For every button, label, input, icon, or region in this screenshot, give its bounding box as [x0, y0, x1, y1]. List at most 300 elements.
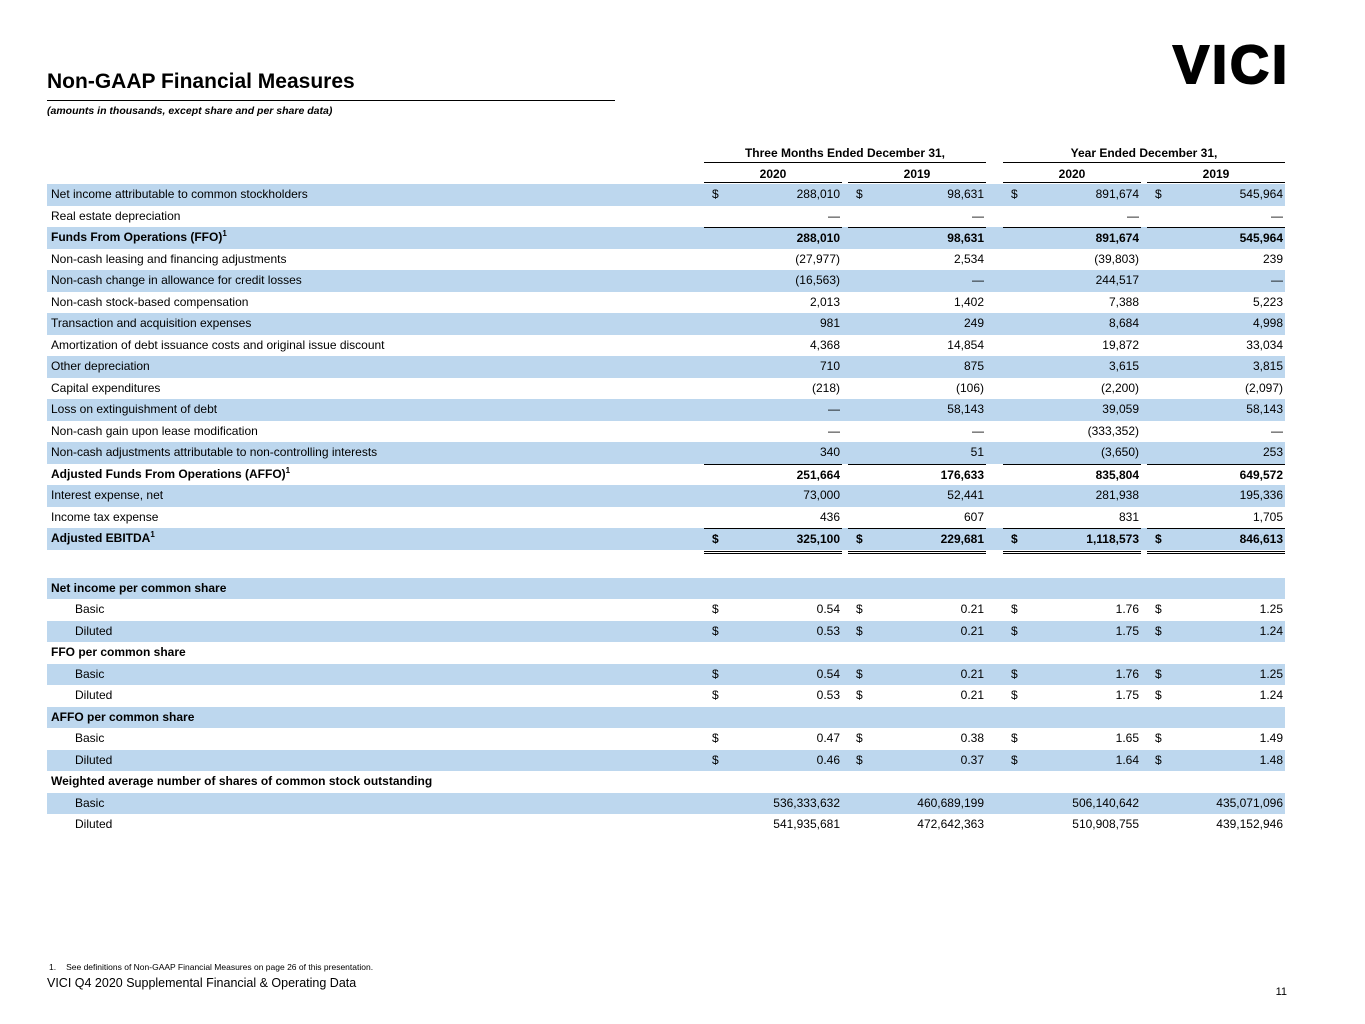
- value-cell: [704, 707, 842, 729]
- column-group: [1003, 167, 1285, 183]
- cell-value: 39,059: [1102, 402, 1139, 416]
- column-group: [704, 707, 986, 729]
- column-group: [1003, 421, 1285, 443]
- table-row: [47, 313, 1285, 335]
- table-row: [47, 206, 1285, 228]
- cell-value: 835,804: [1095, 467, 1139, 482]
- value-cell: [848, 356, 986, 378]
- value-cell: [704, 507, 842, 529]
- value-cell: [1003, 356, 1141, 378]
- value-cell: [704, 464, 842, 487]
- cell-value: —: [1271, 208, 1283, 223]
- header-spacer: [47, 146, 687, 163]
- row-label: FFO per common share: [51, 645, 186, 659]
- value-cell: [848, 507, 986, 529]
- column-group: [704, 184, 986, 206]
- footnote-ref: 1: [222, 229, 227, 238]
- row-label: Non-cash gain upon lease modification: [51, 423, 258, 438]
- cell-value: 1.48: [1259, 752, 1283, 767]
- year-header: 2019: [1147, 167, 1285, 183]
- value-cell: [704, 442, 842, 464]
- value-cell: [1147, 685, 1285, 707]
- table-row: [47, 728, 1285, 750]
- cell-value: 0.54: [816, 666, 840, 681]
- cell-value: 1,118,573: [1086, 532, 1139, 546]
- value-cell: [848, 270, 986, 292]
- footnote-marker: 1.: [49, 962, 57, 972]
- row-label: Other depreciation: [51, 359, 150, 373]
- value-cell: [1147, 270, 1285, 292]
- column-group: [704, 356, 986, 378]
- value-cell: [848, 335, 986, 357]
- row-label: Capital expenditures: [51, 380, 161, 395]
- cell-value: 460,689,199: [917, 795, 984, 810]
- dollar-sign: $: [1011, 752, 1018, 767]
- value-cell: [1003, 421, 1141, 443]
- column-group: [1003, 270, 1285, 292]
- cell-value: 1.76: [1115, 666, 1139, 681]
- cell-value: 0.54: [816, 602, 840, 616]
- row-label: Adjusted Funds From Operations (AFFO)$^1$: [51, 465, 291, 481]
- cell-value: 51: [970, 445, 984, 459]
- cell-value: 19,872: [1102, 337, 1139, 352]
- row-label: Income tax expense: [51, 509, 159, 524]
- cell-value: 846,613: [1239, 532, 1283, 546]
- cell-value: 325,100: [796, 532, 840, 546]
- value-cell: [848, 249, 986, 271]
- value-cell: [848, 599, 986, 621]
- value-cell: [1147, 599, 1285, 621]
- column-group: [1003, 707, 1285, 729]
- dollar-sign: $: [712, 532, 719, 546]
- dollar-sign: $: [1155, 731, 1162, 745]
- column-group: [1003, 685, 1285, 707]
- table-row: [47, 464, 1285, 486]
- column-group: [1003, 227, 1285, 250]
- cell-value: 0.21: [960, 602, 984, 616]
- cell-value: 649,572: [1239, 467, 1283, 482]
- column-group: [704, 664, 986, 686]
- row-label: Basic: [75, 795, 105, 810]
- column-group: [704, 750, 986, 772]
- cell-value: 5,223: [1252, 294, 1283, 309]
- dollar-sign: $: [1011, 623, 1018, 638]
- dollar-sign: $: [712, 187, 719, 201]
- value-cell: [1147, 399, 1285, 421]
- cell-value: —: [828, 208, 840, 223]
- table-row: [47, 292, 1285, 314]
- column-group: [1003, 642, 1285, 664]
- dollar-sign: $: [856, 666, 863, 681]
- cell-value: 249: [963, 316, 984, 330]
- cell-value: 281,938: [1095, 488, 1139, 502]
- value-cell: [704, 685, 842, 707]
- value-cell: [1147, 184, 1285, 206]
- column-group: [704, 485, 986, 507]
- value-cell: [1003, 528, 1141, 554]
- value-cell: [848, 685, 986, 707]
- value-cell: [704, 814, 842, 836]
- value-cell: [704, 642, 842, 664]
- column-group: [704, 442, 986, 464]
- cell-value: —: [972, 273, 984, 287]
- cell-value: 0.21: [960, 688, 984, 702]
- table-row: [47, 528, 1285, 550]
- cell-value: 14,854: [947, 337, 984, 352]
- column-group: [1003, 464, 1285, 487]
- value-cell: [1147, 442, 1285, 464]
- column-group: [1003, 335, 1285, 357]
- column-group: [704, 814, 986, 836]
- cell-value: 1.24: [1259, 688, 1283, 702]
- value-cell: [848, 728, 986, 750]
- column-group: [1003, 184, 1285, 206]
- value-cell: [1003, 599, 1141, 621]
- cell-value: 545,964: [1239, 231, 1283, 245]
- value-cell: [1003, 184, 1141, 206]
- table-row: [47, 399, 1285, 421]
- column-group: [704, 378, 986, 400]
- dollar-sign: $: [856, 187, 863, 201]
- cell-value: 981: [819, 316, 840, 330]
- cell-value: 607: [963, 509, 984, 524]
- value-cell: [1147, 249, 1285, 271]
- cell-value: —: [1127, 208, 1139, 223]
- cell-value: 251,664: [796, 467, 840, 482]
- value-cell: [1147, 206, 1285, 228]
- cell-value: (2,097): [1244, 380, 1283, 395]
- cell-value: 0.47: [816, 731, 840, 745]
- value-cell: [848, 771, 986, 793]
- cell-value: 3,615: [1108, 359, 1139, 373]
- dollar-sign: $: [1011, 602, 1018, 616]
- value-cell: [848, 814, 986, 836]
- dollar-sign: $: [856, 602, 863, 616]
- cell-value: 7,388: [1108, 294, 1139, 309]
- row-label: Net income attributable to common stockholders: [51, 187, 308, 201]
- cell-value: 4,998: [1252, 316, 1283, 330]
- value-cell: [848, 528, 986, 554]
- cell-value: 891,674: [1095, 231, 1139, 245]
- row-label: Non-cash adjustments attributable to non-controlling interests: [51, 445, 378, 459]
- cell-value: 253: [1262, 445, 1283, 459]
- value-cell: [1003, 750, 1141, 772]
- cell-value: 244,517: [1095, 273, 1139, 287]
- value-cell: [848, 750, 986, 772]
- row-label: Non-cash leasing and financing adjustments: [51, 251, 287, 266]
- row-label: Net income per common share: [51, 580, 227, 595]
- value-cell: [1003, 578, 1141, 600]
- value-cell: [1147, 750, 1285, 772]
- dollar-sign: $: [1011, 666, 1018, 681]
- cell-value: 288,010: [796, 231, 840, 245]
- page-title: Non-GAAP Financial Measures: [47, 70, 615, 101]
- column-group: [1003, 249, 1285, 271]
- table-row: [47, 378, 1285, 400]
- value-cell: [704, 485, 842, 507]
- cell-value: —: [972, 208, 984, 223]
- cell-value: 831: [1118, 509, 1139, 524]
- cell-value: 472,642,363: [917, 817, 984, 831]
- dollar-sign: $: [856, 752, 863, 767]
- cell-value: 891,674: [1095, 187, 1139, 201]
- cell-value: 1.25: [1259, 602, 1283, 616]
- row-label: Real estate depreciation: [51, 208, 181, 223]
- row-label: Diluted: [75, 623, 113, 638]
- value-cell: [848, 184, 986, 206]
- column-group: [1003, 292, 1285, 314]
- dollar-sign: $: [712, 666, 719, 681]
- table-row: [47, 227, 1285, 249]
- column-group: [1003, 814, 1285, 836]
- value-cell: [704, 184, 842, 206]
- row-label: Basic: [75, 666, 105, 681]
- col-group-header-three-months: Three Months Ended December 31,: [704, 146, 986, 163]
- value-cell: [848, 421, 986, 443]
- column-group: [1003, 313, 1285, 335]
- value-cell: [848, 621, 986, 643]
- value-cell: [1003, 464, 1141, 487]
- row-label: Diluted: [75, 752, 113, 767]
- cell-value: 510,908,755: [1072, 817, 1139, 831]
- column-group: [1003, 599, 1285, 621]
- dollar-sign: $: [1155, 688, 1162, 702]
- cell-value: 710: [819, 359, 840, 373]
- value-cell: [1147, 313, 1285, 335]
- dollar-sign: $: [1155, 752, 1162, 767]
- value-cell: [1003, 621, 1141, 643]
- dollar-sign: $: [1155, 666, 1162, 681]
- value-cell: [1003, 399, 1141, 421]
- column-group: [1003, 356, 1285, 378]
- cell-value: 340: [819, 445, 840, 459]
- value-cell: [1147, 485, 1285, 507]
- cell-value: 435,071,096: [1216, 795, 1283, 810]
- column-group: [704, 399, 986, 421]
- column-group: [704, 313, 986, 335]
- column-group: [704, 335, 986, 357]
- dollar-sign: $: [1155, 602, 1162, 616]
- column-group: [704, 793, 986, 815]
- value-cell: [1147, 464, 1285, 487]
- column-group: [704, 528, 986, 554]
- cell-value: —: [1271, 273, 1283, 287]
- cell-value: 0.46: [816, 752, 840, 767]
- value-cell: [704, 378, 842, 400]
- dollar-sign: $: [856, 623, 863, 638]
- value-cell: [1003, 227, 1141, 250]
- value-cell: [848, 227, 986, 250]
- footnote-ref: 1: [150, 530, 155, 539]
- column-group: [704, 249, 986, 271]
- cell-value: 195,336: [1239, 488, 1283, 502]
- column-group: [1003, 485, 1285, 507]
- cell-value: (3,650): [1100, 445, 1139, 459]
- column-group: [704, 621, 986, 643]
- value-cell: [848, 793, 986, 815]
- value-cell: [1003, 335, 1141, 357]
- cell-value: (16,563): [795, 273, 840, 287]
- cell-value: 288,010: [796, 187, 840, 201]
- cell-value: 439,152,946: [1216, 817, 1283, 831]
- column-group: [704, 685, 986, 707]
- cell-value: 0.21: [960, 666, 984, 681]
- value-cell: [1003, 292, 1141, 314]
- cell-value: 58,143: [1246, 402, 1283, 416]
- table-spacer: [47, 550, 1285, 578]
- value-cell: [1003, 707, 1141, 729]
- dollar-sign: $: [712, 602, 719, 616]
- row-label: Loss on extinguishment of debt: [51, 402, 218, 416]
- row-label: Basic: [75, 731, 105, 745]
- cell-value: 0.37: [960, 752, 984, 767]
- value-cell: [704, 750, 842, 772]
- value-cell: [1147, 771, 1285, 793]
- title-block: [47, 70, 615, 117]
- column-group: [1003, 750, 1285, 772]
- cell-value: 875: [963, 359, 984, 373]
- value-cell: [704, 793, 842, 815]
- cell-value: 1.65: [1115, 731, 1139, 745]
- column-group: [704, 599, 986, 621]
- value-cell: [1147, 421, 1285, 443]
- dollar-sign: $: [712, 688, 719, 702]
- value-cell: [848, 464, 986, 487]
- cell-value: 1.49: [1259, 731, 1283, 745]
- dollar-sign: $: [1011, 532, 1018, 546]
- column-group: [1003, 728, 1285, 750]
- row-label: Adjusted EBITDA$^1$: [51, 530, 155, 545]
- column-group: [1003, 399, 1285, 421]
- value-cell: [704, 313, 842, 335]
- page-number: 11: [1275, 986, 1287, 998]
- cell-value: 98,631: [947, 187, 984, 201]
- cell-value: (218): [811, 380, 840, 395]
- column-group: [704, 421, 986, 443]
- value-cell: [704, 356, 842, 378]
- value-cell: [704, 528, 842, 554]
- value-cell: [1147, 356, 1285, 378]
- table-header-years: [47, 167, 1285, 183]
- value-cell: [1003, 664, 1141, 686]
- row-label: Diluted: [75, 688, 113, 702]
- table-row: [47, 814, 1285, 836]
- section-header-row: [47, 707, 1285, 729]
- dollar-sign: $: [856, 532, 863, 546]
- value-cell: [848, 313, 986, 335]
- value-cell: [1003, 313, 1141, 335]
- column-group: [704, 642, 986, 664]
- value-cell: [1147, 621, 1285, 643]
- column-group: [1003, 771, 1285, 793]
- cell-value: 536,333,632: [773, 795, 840, 810]
- row-label: Interest expense, net: [51, 488, 164, 502]
- cell-value: 1.75: [1115, 623, 1139, 638]
- cell-value: 58,143: [947, 402, 984, 416]
- table-row: [47, 270, 1285, 292]
- dollar-sign: $: [1011, 731, 1018, 745]
- cell-value: 541,935,681: [773, 817, 840, 831]
- dollar-sign: $: [856, 731, 863, 745]
- cell-value: 2,013: [809, 294, 840, 309]
- table-row: [47, 421, 1285, 443]
- cell-value: 0.38: [960, 731, 984, 745]
- value-cell: [1147, 664, 1285, 686]
- row-label: Basic: [75, 602, 105, 616]
- value-cell: [704, 664, 842, 686]
- value-cell: [704, 335, 842, 357]
- cell-value: 1.75: [1115, 688, 1139, 702]
- page-subtitle: (amounts in thousands, except share and per share data): [47, 105, 333, 117]
- column-group: [704, 507, 986, 529]
- cell-value: 4,368: [809, 337, 840, 352]
- table-row: [47, 793, 1285, 815]
- value-cell: [1003, 728, 1141, 750]
- cell-value: (27,977): [795, 251, 840, 266]
- cell-value: 1.24: [1259, 623, 1283, 638]
- table-row: [47, 356, 1285, 378]
- header-spacer: [47, 167, 687, 183]
- table-row: [47, 685, 1285, 707]
- row-label: Funds From Operations (FFO)$^1$: [51, 229, 227, 244]
- value-cell: [1003, 249, 1141, 271]
- cell-value: 33,034: [1246, 337, 1283, 352]
- column-group: [1003, 442, 1285, 464]
- value-cell: [1147, 507, 1285, 529]
- column-group: [1003, 378, 1285, 400]
- value-cell: [1003, 378, 1141, 400]
- row-label: Amortization of debt issuance costs and original issue discount: [51, 337, 385, 352]
- cell-value: 73,000: [803, 488, 840, 502]
- value-cell: [1003, 771, 1141, 793]
- value-cell: [1003, 270, 1141, 292]
- year-header: 2020: [704, 167, 842, 183]
- value-cell: [1147, 642, 1285, 664]
- cell-value: 1,705: [1252, 509, 1283, 524]
- cell-value: (106): [955, 380, 984, 395]
- value-cell: [848, 707, 986, 729]
- table-row: [47, 335, 1285, 357]
- column-group: [704, 292, 986, 314]
- cell-value: 0.53: [816, 623, 840, 638]
- value-cell: [704, 399, 842, 421]
- value-cell: [1003, 814, 1141, 836]
- row-label: Non-cash stock-based compensation: [51, 294, 249, 309]
- value-cell: [704, 578, 842, 600]
- value-cell: [1003, 485, 1141, 507]
- dollar-sign: $: [712, 623, 719, 638]
- column-group: [1003, 664, 1285, 686]
- value-cell: [704, 292, 842, 314]
- dollar-sign: $: [1011, 187, 1018, 201]
- value-cell: [704, 249, 842, 271]
- value-cell: [704, 421, 842, 443]
- value-cell: [1003, 206, 1141, 228]
- cell-value: 8,684: [1108, 316, 1139, 330]
- table-row: [47, 664, 1285, 686]
- cell-value: 1.76: [1115, 602, 1139, 616]
- cell-value: 545,964: [1239, 187, 1283, 201]
- column-group: [704, 206, 986, 228]
- column-group: [1003, 507, 1285, 529]
- value-cell: [704, 728, 842, 750]
- value-cell: [848, 399, 986, 421]
- table-row: [47, 249, 1285, 271]
- table-body: [47, 184, 1285, 836]
- value-cell: [1003, 793, 1141, 815]
- value-cell: [1147, 335, 1285, 357]
- value-cell: [1003, 507, 1141, 529]
